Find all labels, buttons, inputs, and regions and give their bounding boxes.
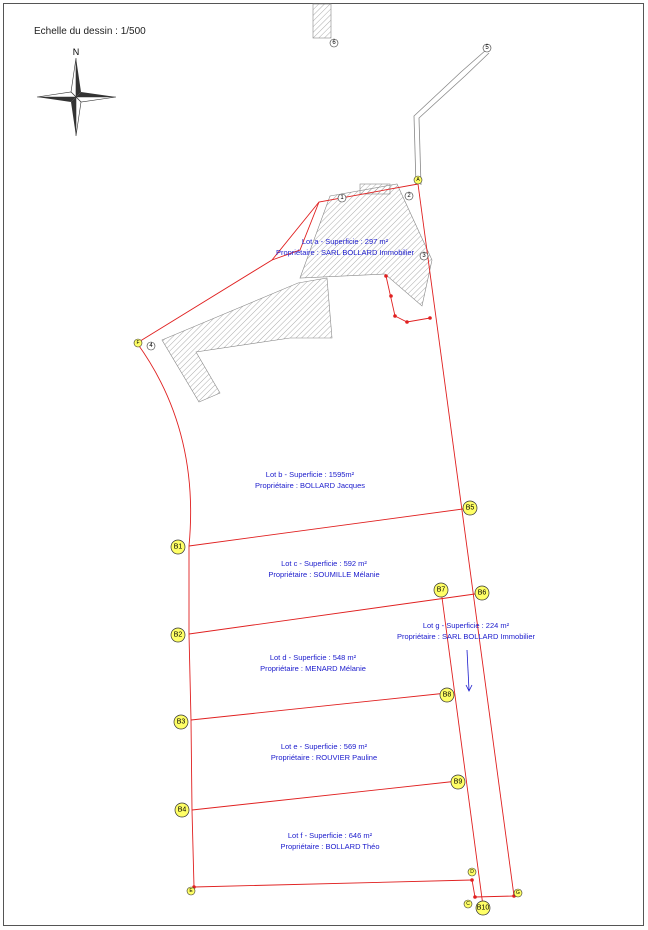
- svg-text:6: 6: [332, 40, 336, 46]
- line-b3-b8: [191, 693, 447, 720]
- svg-text:B3: B3: [176, 718, 186, 726]
- svg-text:B8: B8: [442, 691, 452, 699]
- lot-g-area: Lot g - Superficie : 224 m²: [422, 621, 510, 630]
- lot-c-owner: Propriétaire : SOUMILLE Mélanie: [268, 570, 380, 579]
- marker-b3[interactable]: [174, 715, 188, 729]
- marker-b2[interactable]: [171, 628, 185, 642]
- compass-rose-icon: [37, 47, 116, 136]
- compass-west-highlight: [37, 92, 76, 97]
- point-5[interactable]: [483, 44, 491, 52]
- lot-g-owner: Propriétaire : SARL BOLLARD Immobilier: [396, 632, 536, 641]
- lot-b-owner: Propriétaire : BOLLARD Jacques: [254, 481, 366, 490]
- svg-text:E: E: [189, 888, 193, 894]
- access-road: [414, 50, 489, 185]
- svg-text:B1: B1: [173, 543, 183, 551]
- svg-text:B2: B2: [173, 631, 183, 639]
- point-3[interactable]: [420, 252, 428, 260]
- marker-b8[interactable]: [440, 688, 454, 702]
- lot-e-area: Lot e - Superficie : 569 m²: [280, 742, 368, 751]
- svg-text:1: 1: [340, 195, 344, 201]
- svg-text:A: A: [416, 177, 420, 183]
- svg-text:B6: B6: [477, 589, 487, 597]
- svg-text:3: 3: [422, 253, 426, 259]
- lot-d-owner: Propriétaire : MENARD Mélanie: [260, 664, 366, 673]
- lot-b-area: Lot b - Superficie : 1595m²: [265, 470, 355, 479]
- svg-text:4: 4: [149, 343, 153, 349]
- marker-b5[interactable]: [463, 501, 477, 515]
- line-b4-b9: [192, 781, 458, 810]
- compass-south-highlight: [76, 97, 81, 136]
- compass-north-label: N: [72, 47, 80, 57]
- corner-e[interactable]: [187, 887, 195, 895]
- marker-b6[interactable]: [475, 586, 489, 600]
- corner-a[interactable]: [414, 176, 422, 184]
- lot-f-owner: Propriétaire : BOLLARD Théo: [280, 842, 380, 851]
- corner-f[interactable]: [134, 339, 142, 347]
- building-west: [162, 278, 332, 402]
- point-6[interactable]: [330, 39, 338, 47]
- lot-f-area: Lot f - Superficie : 646 m²: [287, 831, 373, 840]
- arrow-icon: [466, 650, 472, 691]
- svg-text:2: 2: [407, 193, 411, 199]
- marker-b1[interactable]: [171, 540, 185, 554]
- lot-d-area: Lot d - Superficie : 548 m²: [269, 653, 357, 662]
- corner-d[interactable]: [468, 868, 476, 876]
- point-2[interactable]: [405, 192, 413, 200]
- corner-g[interactable]: [514, 889, 522, 897]
- lot-e-owner: Propriétaire : ROUVIER Pauline: [270, 753, 378, 762]
- svg-text:F: F: [136, 340, 140, 346]
- scale-label: Echelle du dessin : 1/500: [34, 26, 146, 37]
- lot-a-owner: Propriétaire : SARL BOLLARD Immobilier: [275, 248, 415, 257]
- svg-text:B4: B4: [177, 806, 187, 814]
- east-boundary: [418, 184, 514, 896]
- marker-b9[interactable]: [451, 775, 465, 789]
- svg-text:B7: B7: [436, 586, 446, 594]
- svg-text:B10: B10: [476, 904, 490, 912]
- marker-b7[interactable]: [434, 583, 448, 597]
- svg-text:G: G: [516, 890, 520, 896]
- south-boundary-2: [472, 880, 514, 897]
- lot-c-area: Lot c - Superficie : 592 m²: [281, 559, 367, 568]
- compass-north-highlight: [71, 58, 76, 97]
- corner-c[interactable]: [464, 900, 472, 908]
- south-boundary-1: [194, 880, 472, 887]
- compass-east-highlight: [76, 97, 116, 102]
- lot-a-area: Lot a - Superficie : 297 m²: [301, 237, 389, 246]
- building-top: [313, 4, 331, 38]
- svg-text:D: D: [470, 869, 474, 875]
- svg-text:B5: B5: [465, 504, 475, 512]
- point-1[interactable]: [338, 194, 346, 202]
- svg-text:C: C: [466, 901, 470, 907]
- marker-b10[interactable]: [476, 901, 490, 915]
- marker-b4[interactable]: [175, 803, 189, 817]
- svg-text:B9: B9: [453, 778, 463, 786]
- svg-text:5: 5: [485, 45, 489, 51]
- line-b1-b5: [189, 508, 470, 546]
- building-small: [360, 184, 390, 194]
- point-4[interactable]: [147, 342, 155, 350]
